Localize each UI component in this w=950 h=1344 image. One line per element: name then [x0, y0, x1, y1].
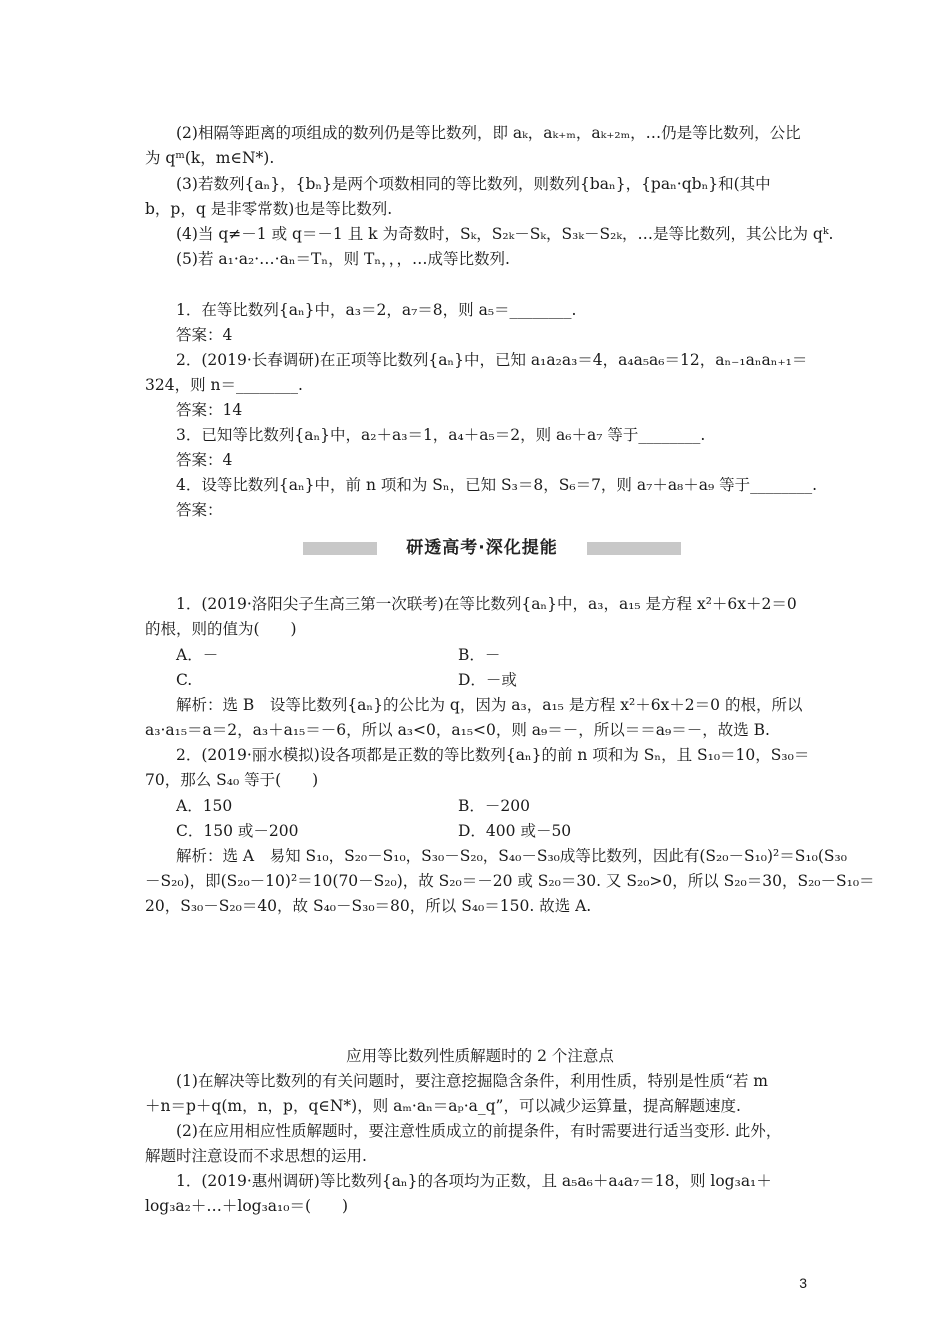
banner-right-bar — [587, 542, 681, 555]
property-3-line-2: b，p，q 是非零常数)也是等比数列. — [145, 200, 393, 218]
property-4-line-1: (4)当 q≠－1 或 q＝－1 且 k 为奇数时，Sₖ，S₂ₖ－Sₖ，S₃ₖ－S₂ₖ，…是等比数列，其公比为 qᵏ. — [176, 225, 834, 243]
exercise-4-answer: 答案： — [176, 501, 223, 519]
note-2-line-1: (2)在应用相应性质解题时，要注意性质成立的前提条件，有时需要进行适当变形. 此外， — [176, 1122, 782, 1140]
exercise-4-question: 4．设等比数列{aₙ}中，前 n 项和为 Sₙ，已知 S₃＝8，S₆＝7，则 a₇＋a₈＋a₉ 等于________. — [176, 476, 818, 494]
property-3-line-1: (3)若数列{aₙ}，{bₙ}是两个项数相同的等比数列，则数列{baₙ}，{paₙ·qbₙ}和(其中 — [176, 175, 771, 193]
example-2-line-1: 2．(2019·丽水模拟)设各项都是正数的等比数列{aₙ}的前 n 项和为 Sₙ，且 S₁₀＝10，S₃₀＝ — [176, 746, 810, 764]
example-1-solution-line-2: a₃·a₁₅＝a＝2，a₃＋a₁₅＝－6，所以 a₃<0，a₁₅<0，则 a₉＝－，所以＝＝a₉＝－，故选 B. — [145, 721, 770, 739]
example-2-option-c: C．150 或－200 — [176, 822, 299, 840]
exercise-3-question: 3．已知等比数列{aₙ}中，a₂＋a₃＝1，a₄＋a₅＝2，则 a₆＋a₇ 等于________. — [176, 426, 706, 444]
exercise-2-question-line-1: 2．(2019·长春调研)在正项等比数列{aₙ}中，已知 a₁a₂a₃＝4，a₄a₅a₆＝12，aₙ₋₁aₙaₙ₊₁＝ — [176, 351, 808, 369]
practice-1-line-2: log₃a₂＋…＋log₃a₁₀＝( ) — [145, 1197, 349, 1215]
example-1-option-d: D．－或 — [458, 671, 517, 689]
example-1-line-2: 的根，则的值为( ) — [145, 620, 297, 638]
example-2-option-a: A．150 — [176, 797, 233, 815]
note-2-line-2: 解题时注意设而不求思想的运用. — [145, 1147, 367, 1165]
exercise-3-answer: 答案：4 — [176, 451, 233, 469]
notes-title: 应用等比数列性质解题时的 2 个注意点 — [346, 1047, 614, 1065]
example-2-option-b: B．－200 — [458, 797, 530, 815]
example-1-option-c: C. — [176, 671, 193, 689]
exercise-1-question: 1．在等比数列{aₙ}中，a₃＝2，a₇＝8，则 a₅＝________. — [176, 301, 577, 319]
example-2-solution-line-3: 20，S₃₀－S₂₀＝40，故 S₄₀－S₃₀＝80，所以 S₄₀＝150. 故选 A. — [145, 897, 592, 915]
example-2-option-d: D．400 或－50 — [458, 822, 572, 840]
exercise-2-question-line-2: 324，则 n＝________. — [145, 376, 303, 394]
banner-left-bar — [303, 542, 377, 555]
note-1-line-1: (1)在解决等比数列的有关问题时，要注意挖掘隐含条件，利用性质，特别是性质“若 m — [176, 1072, 769, 1090]
example-2-solution-line-2: －S₂₀)，即(S₂₀－10)²＝10(70－S₂₀)，故 S₂₀＝－20 或 S₂₀＝30. 又 S₂₀>0，所以 S₂₀＝30，S₂₀－S₁₀＝ — [145, 872, 875, 890]
note-1-line-2: ＋n＝p＋q(m，n，p，q∈N*)，则 aₘ·aₙ＝aₚ·a_q”，可以减少运算量，提高解题速度. — [145, 1097, 741, 1115]
example-1-solution-line-1: 解析：选 B 设等比数列{aₙ}的公比为 q，因为 a₃，a₁₅ 是方程 x²＋6x＋2＝0 的根，所以 — [176, 696, 803, 714]
example-2-solution-line-1: 解析：选 A 易知 S₁₀，S₂₀－S₁₀，S₃₀－S₂₀，S₄₀－S₃₀成等比数列，因此有(S₂₀－S₁₀)²＝S₁₀(S₃₀ — [176, 847, 847, 865]
example-2-line-2: 70，那么 S₄₀ 等于( ) — [145, 771, 319, 789]
property-5-line-1: (5)若 a₁·a₂·…·aₙ＝Tₙ，则 Tₙ，，，…成等比数列. — [176, 250, 510, 268]
exercise-1-answer: 答案：4 — [176, 326, 233, 344]
example-1-option-a: A．－ — [176, 646, 219, 664]
exercise-2-answer: 答案：14 — [176, 401, 243, 419]
example-1-option-b: B．－ — [458, 646, 501, 664]
property-2-line-1: (2)相隔等距离的项组成的数列仍是等比数列，即 aₖ，aₖ₊ₘ，aₖ₊₂ₘ，…仍是等比数列，公比 — [176, 124, 801, 142]
practice-1-line-1: 1．(2019·惠州调研)等比数列{aₙ}的各项均为正数，且 a₅a₆＋a₄a₇＝18，则 log₃a₁＋ — [176, 1172, 772, 1190]
page-number: 3 — [799, 1275, 807, 1291]
section-banner — [303, 535, 681, 561]
example-1-line-1: 1．(2019·洛阳尖子生高三第一次联考)在等比数列{aₙ}中，a₃，a₁₅ 是方程 x²＋6x＋2＝0 — [176, 595, 797, 613]
banner-title: 研透高考·深化提能 — [406, 538, 558, 558]
property-2-line-2: 为 qᵐ(k，m∈N*). — [145, 149, 275, 167]
